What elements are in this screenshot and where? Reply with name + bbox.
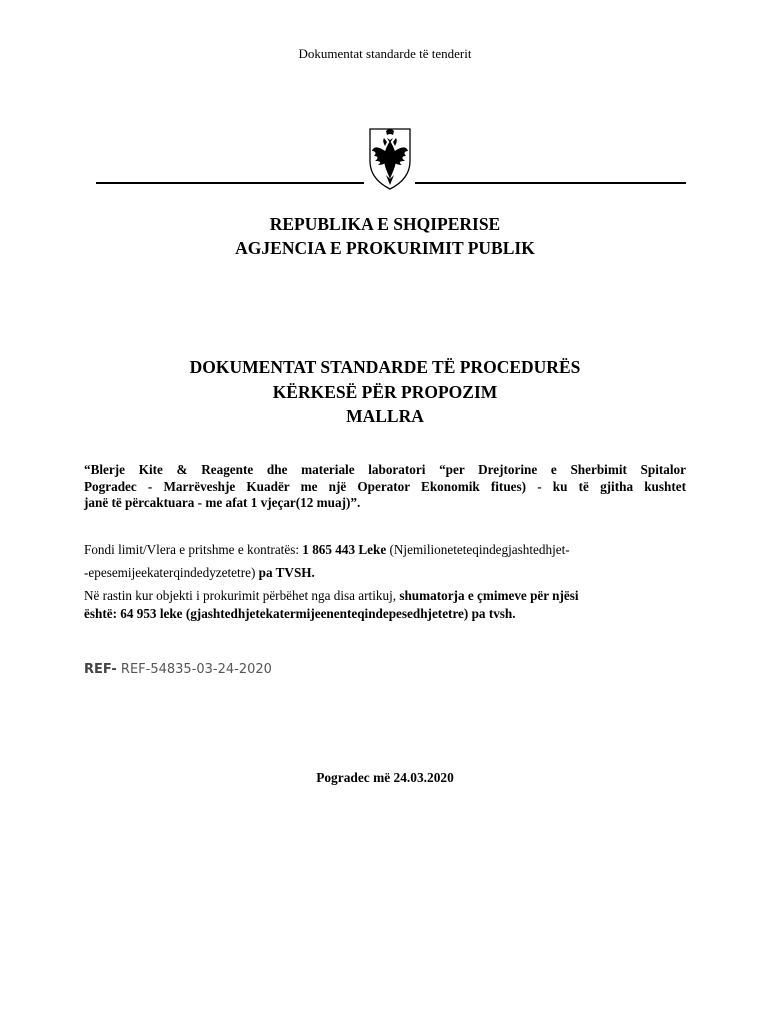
agency-title: AGJENCIA E PROKURIMIT PUBLIK	[235, 238, 535, 258]
fund-limit-line-2	[84, 565, 686, 582]
reference-line	[84, 662, 272, 677]
procurement-description	[84, 462, 686, 512]
fund-amount-words: (Njemilioneteteqindegjashtedhjet-	[386, 542, 570, 557]
unit-price-line-1	[84, 588, 686, 605]
running-header: Dokumentat standarde të tenderit	[298, 46, 472, 61]
fund-amount: 1 865 443 Leke	[302, 542, 387, 557]
category-title: MALLRA	[346, 406, 424, 426]
description-line-3: janë të përcaktuara - me afat 1 vjeçar(12 muaj)”.	[84, 495, 361, 510]
procedure-type: KËRKESË PËR PROPOZIM	[272, 382, 498, 402]
republic-title: REPUBLIKA E SHQIPERISE	[269, 214, 501, 234]
unit-price-total: është: 64 953 leke (gjashtedhjetekatermijeenenteqindepesedhjetetre) pa tvsh.	[84, 606, 516, 621]
reference-label: REF-	[84, 662, 117, 677]
fund-vat-note: pa TVSH.	[258, 565, 315, 580]
unit-price-intro: Në rastin kur objekti i prokurimit përbëhet nga disa artikuj,	[84, 588, 400, 603]
fund-label: Fondi limit/Vlera e pritshme e kontratës:	[84, 542, 303, 557]
unit-price-label: shumatorja e çmimeve për njësi	[399, 588, 579, 603]
document-title: DOKUMENTAT STANDARDE TË PROCEDURËS	[189, 357, 581, 377]
fund-amount-words-cont: -epesemijeekaterqindedyzetetre)	[84, 565, 259, 580]
place-and-date: Pogradec më 24.03.2020	[316, 770, 454, 785]
divider-right	[415, 182, 686, 184]
reference-number: REF-54835-03-24-2020	[120, 662, 272, 677]
divider-left	[96, 182, 364, 184]
description-line-1: “Blerje Kite & Reagente dhe materiale laboratori “per Drejtorine e Sherbimit Spitalor	[84, 462, 686, 477]
fund-limit-line-1	[84, 542, 686, 559]
description-line-2: Pogradec - Marrëveshje Kuadër me një Operator Ekonomik fitues) - ku të gjitha kushtet	[84, 478, 686, 494]
albanian-coat-of-arms-icon	[366, 123, 414, 193]
